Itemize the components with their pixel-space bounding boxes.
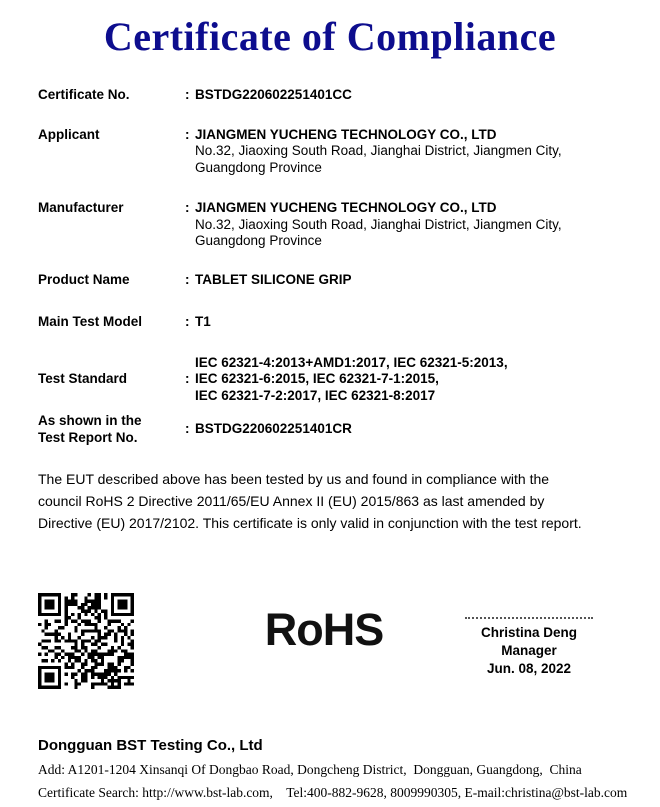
field-label: Main Test Model — [38, 314, 143, 329]
field-value — [195, 127, 622, 177]
field-label: Applicant — [38, 126, 100, 142]
field-value — [195, 355, 622, 405]
qr-code — [38, 593, 134, 689]
company-name: JIANGMEN YUCHENG TECHNOLOGY CO., LTD — [195, 126, 497, 142]
signature-line — [465, 617, 593, 619]
field-colon: : — [185, 371, 190, 386]
company-name: JIANGMEN YUCHENG TECHNOLOGY CO., LTD — [195, 200, 497, 215]
field-label: Manufacturer — [38, 200, 124, 215]
field-label: Product Name — [38, 271, 130, 287]
field-value: TABLET SILICONE GRIP — [195, 271, 352, 287]
field-label-line: Test Report No. — [38, 429, 138, 445]
field-row-applicant — [38, 127, 622, 177]
standard-line: IEC 62321-7-2:2017, IEC 62321-8:2017 — [195, 387, 436, 403]
field-colon: : — [185, 421, 190, 437]
field-label: Test Standard — [38, 371, 128, 386]
certificate-title: Certificate of Compliance — [103, 14, 557, 59]
lab-address: Add: A1201-1204 Xinsanqi Of Dongbao Road, Dongcheng District, Dongguan, Guangdong, China — [38, 762, 582, 777]
field-label: Certificate No. — [38, 87, 130, 102]
field-colon: : — [185, 200, 190, 215]
field-label — [38, 413, 185, 446]
field-row-main-test-model — [38, 314, 622, 331]
stamp-signature-band — [38, 593, 622, 690]
field-label-line: As shown in the — [38, 413, 142, 428]
field-colon: : — [185, 87, 190, 102]
rohs-logo: RoHS — [264, 604, 384, 655]
field-value: BSTDG220602251401CC — [195, 87, 352, 102]
signatory-name: Christina Deng — [480, 625, 577, 640]
field-colon: : — [185, 271, 190, 287]
lab-contact: Certificate Search: http://www.bst-lab.com, Tel:400-882-9628, 8009990305, E-mail:christina@bst-lab.com — [38, 785, 628, 800]
standard-line: IEC 62321-4:2013+AMD1:2017, IEC 62321-5:2013, — [195, 354, 508, 370]
address-line: No.32, Jiaoxing South Road, Jianghai District, Jiangmen City, — [195, 143, 562, 158]
compliance-statement — [38, 468, 622, 534]
field-value: BSTDG220602251401CR — [195, 421, 352, 437]
field-row-test-report-no — [38, 413, 622, 446]
footer — [38, 737, 628, 801]
signature-date: Jun. 08, 2022 — [486, 661, 572, 676]
field-row-product-name — [38, 272, 622, 289]
address-line: Guangdong Province — [195, 159, 322, 175]
field-row-certificate-no — [38, 87, 622, 104]
standard-line: IEC 62321-6:2015, IEC 62321-7-1:2015, — [195, 371, 439, 386]
field-row-manufacturer — [38, 200, 622, 250]
field-value: T1 — [195, 314, 211, 329]
address-line: Guangdong Province — [195, 233, 322, 248]
statement-line: council RoHS 2 Directive 2011/65/EU Annex II (EU) 2015/863 as last amended by — [38, 493, 545, 509]
lab-name: Dongguan BST Testing Co., Ltd — [38, 737, 263, 754]
signature-block — [429, 617, 629, 678]
field-colon: : — [185, 126, 190, 142]
field-row-test-standard — [38, 355, 622, 405]
address-line: No.32, Jiaoxing South Road, Jianghai District, Jiangmen City, — [195, 216, 562, 232]
statement-line: The EUT described above has been tested by us and found in compliance with the — [38, 471, 550, 487]
signatory-title: Manager — [501, 643, 557, 658]
statement-line: Directive (EU) 2017/2102. This certificate is only valid in conjunction with the test report. — [38, 515, 582, 531]
field-colon: : — [185, 314, 190, 329]
field-value — [195, 200, 622, 250]
